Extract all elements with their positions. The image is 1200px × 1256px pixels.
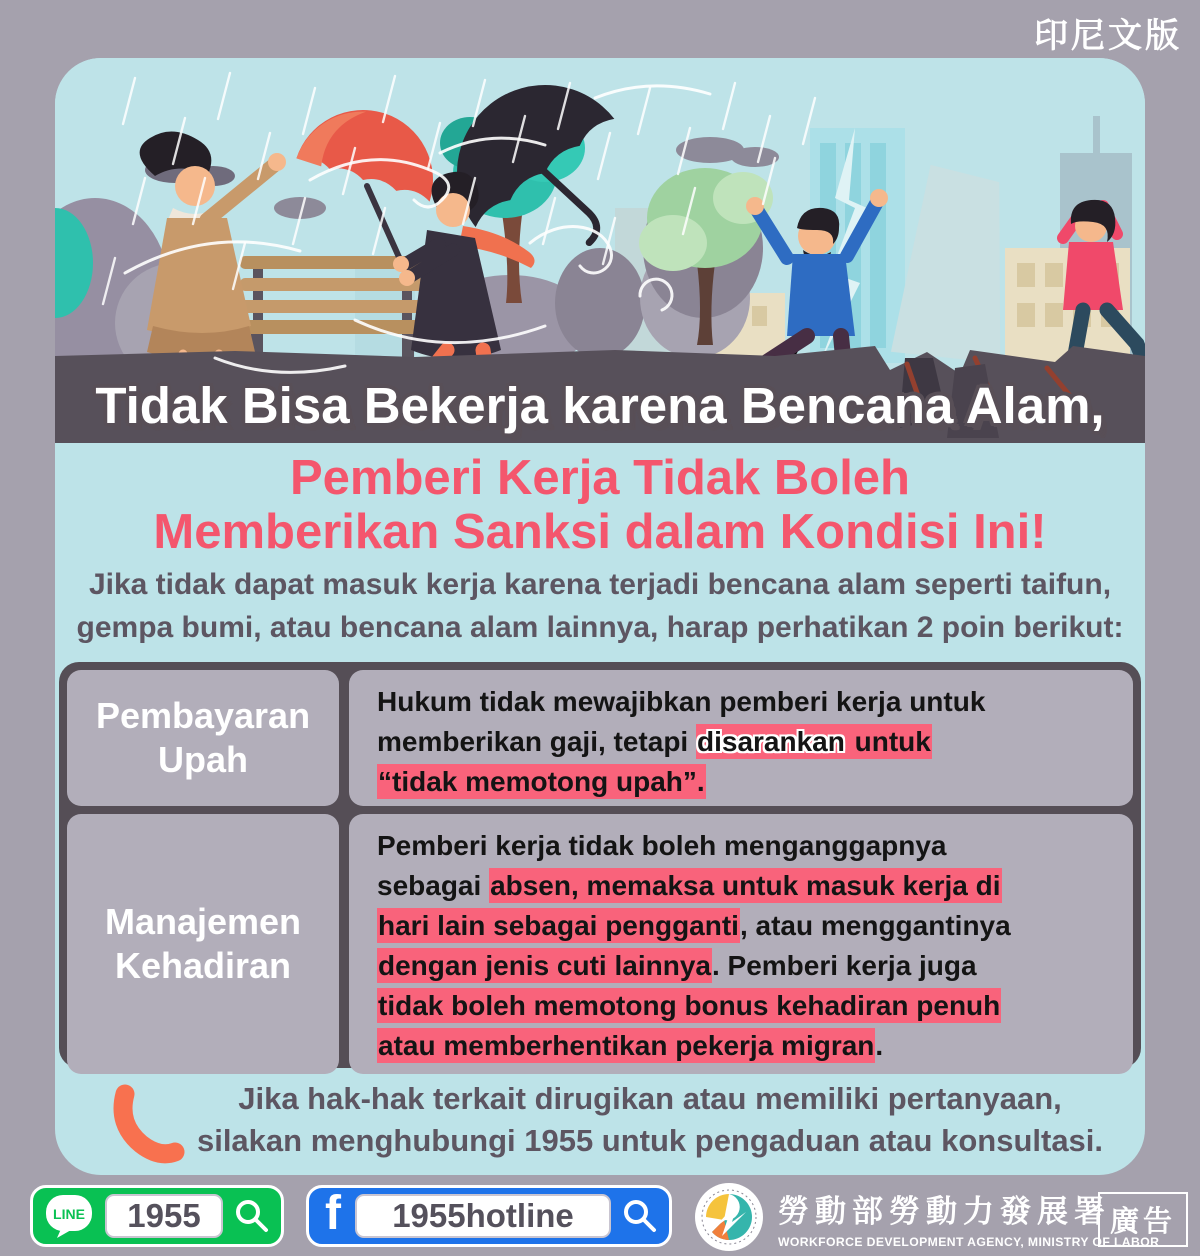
agency-branding <box>694 1182 1159 1252</box>
hotline-section <box>55 1078 1145 1174</box>
highlighted-text: hari lain sebagai pengganti <box>378 910 739 941</box>
svg-text:LINE: LINE <box>53 1206 85 1222</box>
body-text: Pemberi kerja tidak boleh menganggapnya <box>377 830 947 861</box>
highlighted-text: disarankan <box>697 726 845 757</box>
wda-agency-logo <box>694 1182 764 1252</box>
body-text: sebagai <box>377 870 490 901</box>
poster-card <box>55 58 1145 1175</box>
body-text: Hukum tidak mewajibkan pemberi kerja untuk <box>377 686 986 717</box>
row-label-line: Upah <box>158 739 248 780</box>
highlighted-text: “tidak memotong upah”. <box>378 766 705 797</box>
row-body-attendance <box>349 814 1133 1074</box>
hotline-line1: Jika hak-hak terkait dirugikan atau memiliki pertanyaan, <box>238 1081 1062 1116</box>
ad-badge: 廣告 <box>1098 1192 1188 1247</box>
line-search-input[interactable] <box>105 1194 223 1238</box>
facebook-search-input[interactable] <box>355 1194 611 1238</box>
agency-name-zh: 勞動部勞動力發展署 <box>778 1193 1111 1229</box>
body-text: , atau menggantinya <box>739 910 1011 941</box>
line-app-icon <box>43 1192 95 1240</box>
hotline-line2: silakan menghubungi 1955 untuk pengaduan atau konsultasi. <box>196 1123 1104 1158</box>
search-icon[interactable] <box>621 1197 659 1235</box>
body-text: . <box>875 1030 884 1061</box>
row-label-attendance <box>67 814 339 1074</box>
main-title: Tidak Bisa Bekerja karena Bencana Alam, <box>95 377 1105 434</box>
agency-name-en: WORKFORCE DEVELOPMENT AGENCY, MINISTRY OF LABOR <box>778 1234 1160 1249</box>
facebook-search-pill[interactable] <box>306 1185 672 1247</box>
facebook-f-icon: f <box>325 1187 341 1240</box>
body-text: . Pemberi kerja juga <box>711 950 977 981</box>
row-label-line: Kehadiran <box>114 945 292 986</box>
subtitle-line1: Pemberi Kerja Tidak Boleh <box>290 451 910 505</box>
line-search-pill[interactable] <box>30 1185 284 1247</box>
row-body-wage-payment <box>349 670 1133 806</box>
highlighted-text: absen, memaksa untuk masuk kerja di <box>490 870 1001 901</box>
intro-line1: Jika tidak dapat masuk kerja karena terjadi bencana alam seperti taifun, <box>88 568 1112 601</box>
intro-line2: gempa bumi, atau bencana alam lainnya, harap perhatikan 2 poin berikut: <box>76 611 1124 644</box>
highlighted-text: untuk <box>846 726 931 757</box>
row-label-wage-payment <box>67 670 339 806</box>
subtitle-line2: Memberikan Sanksi dalam Kondisi Ini! <box>153 505 1047 559</box>
row-label-line: Pembayaran <box>95 695 311 736</box>
body-text: memberikan gaji, tetapi <box>377 726 696 757</box>
language-version-tag: 印尼文版 <box>1034 17 1182 55</box>
footer-bar <box>0 1180 1200 1256</box>
search-icon[interactable] <box>233 1197 271 1235</box>
highlighted-text: atau memberhentikan pekerja migran <box>378 1030 875 1061</box>
highlighted-text: dengan jenis cuti lainnya <box>378 950 711 981</box>
row-label-line: Manajemen <box>104 901 302 942</box>
points-table <box>59 662 1141 1068</box>
hotline-text <box>165 1078 1135 1162</box>
highlighted-text: tidak boleh memotong bonus kehadiran penuh <box>378 990 1001 1021</box>
